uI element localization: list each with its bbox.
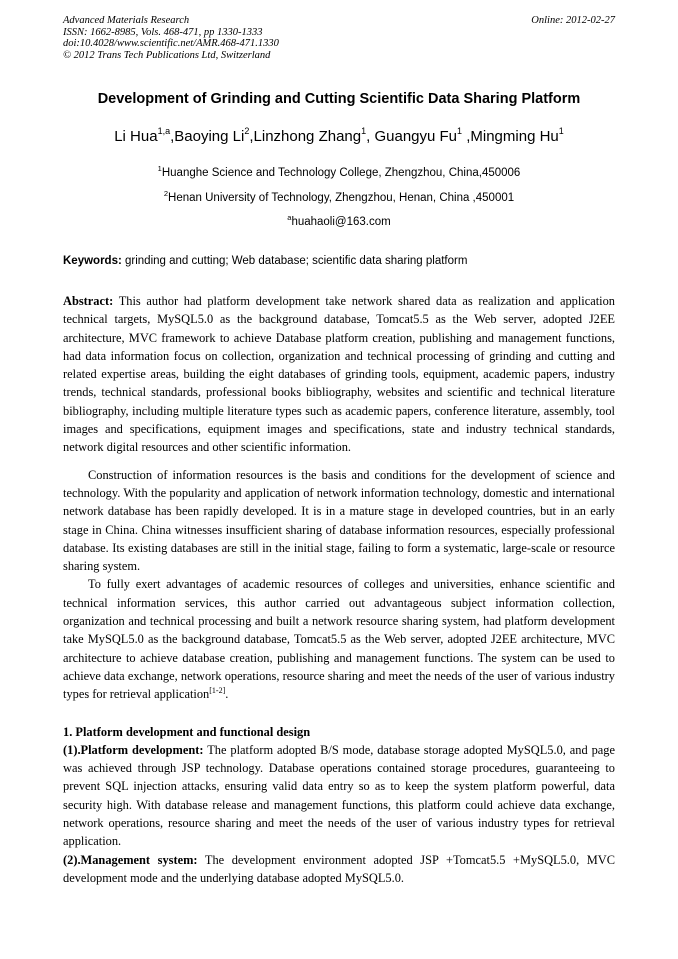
item-text: The platform adopted B/S mode, database storage adopted MySQL5.0, and page was achieved through JSP technology. Database operations contained storage procedures, guaranteeing to prevent SQL injection attacks, ensuring valid data entry so as to keep the system platform powerful, data security high. With database release and management functions, this platform could achieve data exchange, network operations, resource sharing and meet the needs of the user of various industry types for retrieval application. (63, 742, 615, 849)
author-sep: , (366, 128, 375, 145)
affiliation-text: Huanghe Science and Technology College, Zhengzhou, China,450006 (161, 167, 521, 179)
section-item (63, 741, 615, 851)
affiliation-2 (40, 189, 638, 204)
author-sep: , (170, 128, 175, 145)
paragraph-end: . (225, 687, 229, 702)
author-sep: , (462, 128, 471, 145)
section-item (63, 851, 615, 888)
author-email (40, 213, 638, 228)
author-list (40, 128, 638, 145)
author-name: Mingming Hu (470, 128, 559, 145)
author-sup: 1 (457, 126, 463, 136)
abstract (63, 292, 615, 457)
author-name: Linzhong Zhang (253, 128, 362, 145)
doi-line: doi:10.4028/www.scientific.net/AMR.468-471.1330 (63, 38, 279, 49)
author-sup: 2 (244, 126, 250, 136)
keywords (63, 255, 623, 267)
journal-header (63, 15, 615, 61)
copyright-line: © 2012 Trans Tech Publications Ltd, Switzerland (63, 49, 271, 61)
author-name: Guangyu Fu (374, 128, 458, 145)
affiliation-sup: 1 (157, 164, 162, 173)
author-sup: 1 (558, 126, 564, 136)
author-name: Baoying Li (174, 128, 245, 145)
body-paragraph: Construction of information resources is the basis and conditions for the development of science and technology. With the popularity and application of network information technology, domestic and international network database has been rapidly developed. It is in a mature stage in developed countries, but in an early stage in China. China witnesses insufficient sharing of database information resources, especially professional database. Its existing databases are still in the initial stage, failing to form a systematic, large-scale or resource sharing system. (63, 467, 615, 574)
paper-title: Development of Grinding and Cutting Scientific Data Sharing Platform (97, 91, 581, 107)
section-heading (63, 723, 615, 741)
keywords-label: Keywords: (63, 255, 122, 267)
abstract-text: This author had platform development take network shared data as realization and application technical targets, MySQL5.0 as the background database, Tomcat5.5 as the Web server, adopted J2EE architecture, MVC framework to achieve Database platform creation, publishing and management functions, had data information focus on collection, organization and technical processing of grinding and cutting and related expertise areas, building the eight databases of grinding tools, equipment, academic papers, industry trends, technical standards, professional books bibliography, websites and scientific and technical literature bibliography, including multiple literature types such as academic papers, conference literature, assembly, tool images and specifications, equipment images and specifications, state and industry technical standards, network digital resources and other scientific information. (63, 294, 615, 455)
paragraph-text: To fully exert advantages of academic resources of colleges and universities, enhance scientific and technical information services, this author carried out advantageous subject information collection, organization and technical processing and built a network resource sharing system, had platform development take MySQL5.0 as the background database, Tomcat5.5 as the Web server, adopted J2EE architecture, MVC architecture to achieve database creation, publishing and management functions. The system can be used to achieve data exchange, network operations, resource sharing and meet the needs of the user of various industry types for retrieval application (63, 577, 615, 702)
author-sup: 1 (361, 126, 367, 136)
citation: [1-2] (209, 686, 226, 696)
keywords-text: grinding and cutting; Web database; scientific data sharing platform (121, 255, 468, 267)
author-name: Li Hua (114, 128, 158, 145)
author-sup: 1,a (157, 126, 171, 136)
item-text: The development environment adopted JSP +Tomcat5.5 +MySQL5.0, MVC development mode and the underlying database adopted MySQL5.0. (63, 852, 615, 885)
item-label: (1).Platform development: (63, 742, 204, 757)
body-paragraph (63, 575, 615, 703)
affiliation-1 (40, 164, 638, 179)
section-heading-text: 1. Platform development and functional design (63, 724, 311, 739)
issn-line: ISSN: 1662-8985, Vols. 468-471, pp 1330-1333 (63, 26, 263, 38)
affiliation-text: Henan University of Technology, Zhengzhou, Henan, China ,450001 (168, 192, 515, 204)
affiliation-sup: 2 (163, 189, 169, 198)
abstract-label: Abstract: (63, 294, 114, 308)
item-label: (2).Management system: (63, 852, 198, 867)
journal-name: Advanced Materials Research (63, 15, 190, 26)
email-sup: a (287, 213, 292, 222)
author-sep: , (249, 128, 254, 145)
online-date: Online: 2012-02-27 (531, 15, 615, 26)
email-text: huahaoli@163.com (291, 216, 391, 228)
paper-body (63, 292, 615, 887)
